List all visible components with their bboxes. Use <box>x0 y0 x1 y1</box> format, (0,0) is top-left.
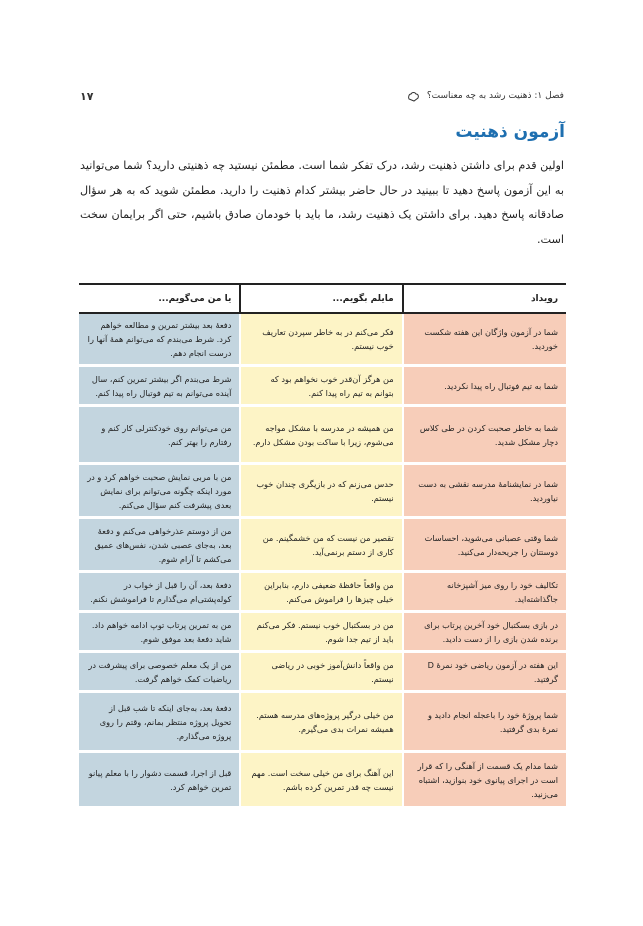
table-row <box>79 519 566 573</box>
table-row <box>79 613 566 653</box>
header-growth-response: یا من می‌گویم... <box>79 283 241 314</box>
intro-paragraph: اولین قدم برای داشتن ذهنیت رشد، درک تفکر شما است. مطمئن نیستید چه ذهنیتی دارید؟ شما می‌توانید به این آزمون پاسخ دهید تا ببینید در حال حاضر بیشتر کدام ذهنیت را دارید. مطمئن شوید که به هر سؤال صادقانه پاسخ دهید. برای داشتن یک ذهنیت رشد، ما باید با خودمان صادق باشیم، حتی اگر برایمان سخت است. <box>80 159 564 246</box>
header-event: رویداد <box>404 283 566 314</box>
page-header <box>80 86 564 106</box>
mindset-test-table <box>79 283 566 809</box>
table-row <box>79 407 566 465</box>
chapter-title: فصل ۱: ذهنیت رشد به چه معناست؟ <box>426 91 564 101</box>
table-row <box>79 465 566 519</box>
event-cell: شما به تیم فوتبال راه پیدا نکردید. <box>404 367 566 407</box>
fixed-response-cell: این آهنگ برای من خیلی سخت است. مهم نیست چه قدر تمرین کرده باشم. <box>241 753 403 809</box>
fixed-response-cell: من خیلی درگیر پروژه‌های مدرسه هستم. همیشه نمرات بدی می‌گیرم. <box>241 693 403 753</box>
table-row <box>79 693 566 753</box>
growth-response-cell: من به تمرین پرتاب توپ ادامه خواهم داد. شاید دفعهٔ بعد موفق شوم. <box>79 613 241 653</box>
fixed-response-cell: من همیشه در مدرسه با مشکل مواجه می‌شوم، زیرا با ساکت بودن مشکل دارم. <box>241 407 403 465</box>
page-number: ۱۷ <box>80 89 94 103</box>
fixed-response-cell: من واقعاً دانش‌آموز خوبی در ریاضی نیستم. <box>241 653 403 693</box>
growth-response-cell: دفعهٔ بعد بیشتر تمرین و مطالعه خواهم کرد. شرط می‌بندم که می‌توانم همهٔ آنها را درست انجام دهم. <box>79 314 241 367</box>
fixed-response-cell: من واقعاً حافظهٔ ضعیفی دارم، بنابراین خیلی چیزها را فراموش می‌کنم. <box>241 573 403 613</box>
table-row <box>79 653 566 693</box>
fixed-response-cell: من هرگز آن‌قدر خوب نخواهم بود که بتوانم به تیم راه پیدا کنم. <box>241 367 403 407</box>
event-cell: شما مدام یک قسمت از آهنگی را که قرار است در اجرای پیانوی خود بنوازید، اشتباه می‌زنید. <box>404 753 566 809</box>
table-row <box>79 367 566 407</box>
header-fixed-response: مایلم بگویم... <box>241 283 403 314</box>
fixed-response-cell: حدس می‌زنم که در بازیگری چندان خوب نیستم. <box>241 465 403 519</box>
fixed-response-cell: من در بسکتبال خوب نیستم. فکر می‌کنم باید از تیم جدا شوم. <box>241 613 403 653</box>
event-cell: این هفته در آزمون ریاضی خود نمرهٔ D گرفتید. <box>404 653 566 693</box>
event-cell: شما وقتی عصبانی می‌شوید، احساسات دوستتان را جریحه‌دار می‌کنید. <box>404 519 566 573</box>
event-cell: شما در نمایشنامهٔ مدرسه نقشی به دست نیاوردید. <box>404 465 566 519</box>
table-row <box>79 753 566 809</box>
growth-response-cell: دفعهٔ بعد، آن را قبل از خواب در کوله‌پشتی‌ام می‌گذارم تا فراموشش نکنم. <box>79 573 241 613</box>
growth-response-cell: دفعهٔ بعد، به‌جای اینکه تا شب قبل از تحویل پروژه منتظر بمانم، وقتم را روی پروژه می‌گذارم. <box>79 693 241 753</box>
growth-response-cell: شرط می‌بندم اگر بیشتر تمرین کنم، سال آینده می‌توانم به تیم فوتبال راه پیدا کنم. <box>79 367 241 407</box>
fixed-response-cell: تقصیر من نیست که من خشمگینم. من کاری از دستم برنمی‌آید. <box>241 519 403 573</box>
event-cell: در بازی بسکتبال خود آخرین پرتاب برای برنده شدن بازی را از دست دادید. <box>404 613 566 653</box>
section-title: آزمون ذهنیت <box>455 122 565 142</box>
fixed-response-cell: فکر می‌کنم در به خاطر سپردن تعاریف خوب نیستم. <box>241 314 403 367</box>
growth-response-cell: قبل از اجرا، قسمت دشوار را با معلم پیانو تمرین خواهم کرد. <box>79 753 241 809</box>
brain-icon <box>407 90 421 102</box>
table-header-row <box>79 283 566 314</box>
growth-response-cell: من می‌توانم روی خودکنترلی کار کنم و رفتارم را بهتر کنم. <box>79 407 241 465</box>
table-row <box>79 573 566 613</box>
event-cell: شما به خاطر صحبت کردن در طی کلاس دچار مشکل شدید. <box>404 407 566 465</box>
growth-response-cell: من با مربی نمایش صحبت خواهم کرد و در مورد اینکه چگونه می‌توانم برای نمایش بعدی پیشرفت کنم سؤال می‌کنم. <box>79 465 241 519</box>
event-cell: شما پروژهٔ خود را باعجله انجام دادید و نمرهٔ بدی گرفتید. <box>404 693 566 753</box>
event-cell: شما در آزمون واژگان این هفته شکست خوردید. <box>404 314 566 367</box>
growth-response-cell: من از دوستم عذرخواهی می‌کنم و دفعهٔ بعد، به‌جای عصبی شدن، نفس‌های عمیق می‌کشم تا آرام شوم. <box>79 519 241 573</box>
growth-response-cell: من از یک معلم خصوصی برای پیشرفت در ریاضیات کمک خواهم گرفت. <box>79 653 241 693</box>
table-row <box>79 314 566 367</box>
table-body <box>79 314 566 809</box>
event-cell: تکالیف خود را روی میز آشپزخانه جاگذاشته‌اید. <box>404 573 566 613</box>
